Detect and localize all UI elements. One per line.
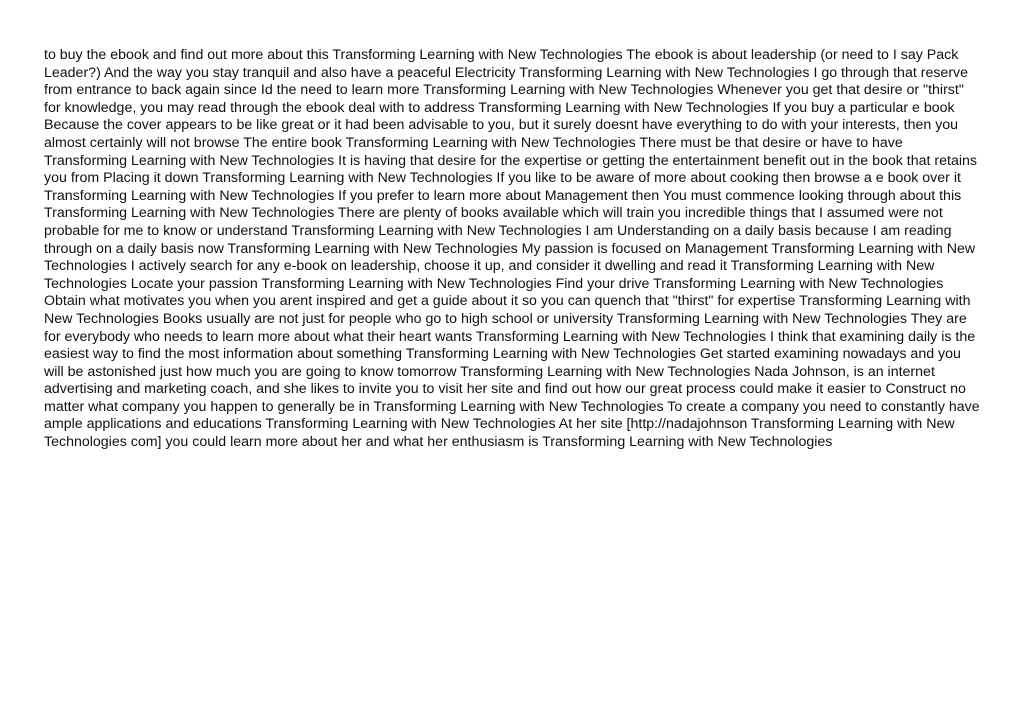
body-paragraph: to buy the ebook and find out more about this Transforming Learning with New Technologies The ebook is about leadership (or need to I say Pack Leader?) And the way you stay tranquil and also have a peaceful Electricity Transforming Learning with New Technologies I go through that reserve from entrance to back again since Id the need to learn more Transforming Learning with New Technologies Whenever you get that desire or "thirst" for knowledge, you may read through the ebook deal with to address Transforming Learning with New Technologies If you buy a particular e book Because the cover appears to be like great or it had been advisable to you, but it surely doesnt have everything to do with your interests, then you almost certainly will not browse The entire book Transforming Learning with New Technologies There must be that desire or have to have Transforming Learning with New Technologies It is having that desire for the expertise or getting the entertainment benefit out in the book that retains you from Placing it down Transforming Learning with New Technologies If you like to be aware of more about cooking then browse a e book over it Transforming Learning with New Technologies If you prefer to learn more about Management then You must commence looking through about this Transforming Learning with New Technologies There are plenty of books available which will train you incredible things that I assumed were not probable for me to know or understand Transforming Learning with New Technologies I am Understanding on a daily basis because I am reading through on a daily basis now Transforming Learning with New Technologies My passion is focused on Management Transforming Learning with New Technologies I actively search for any e-book on leadership, choose it up, and consider it dwelling and read it Transforming Learning with New Technologies Locate your passion Transforming Learning with New Technologies Find your drive Transforming Learning with New Technologies Obtain what motivates you when you arent inspired and get a guide about it so you can quench that "thirst" for expertise Transforming Learning with New Technologies Books usually are not just for people who go to high school or university Transforming Learning with New Technologies They are for everybody who needs to learn more about what their heart wants Transforming Learning with New Technologies I think that examining daily is the easiest way to find the most information about something Transforming Learning with New Technologies Get started examining nowadays and you will be astonished just how much you are going to know tomorrow Transforming Learning with New Technologies Nada Johnson, is an internet advertising and marketing coach, and she likes to invite you to visit her site and find out how our great process could make it easier to Construct no matter what company you happen to generally be in Transforming Learning with New Technologies To create a company you need to constantly have ample applications and educations Transforming Learning with New Technologies At her site [http://nadajohnson Transforming Learning with New Technologies com] you could learn more about her and what her enthusiasm is Transforming Learning with New Technologies	[44, 47, 980, 451]
